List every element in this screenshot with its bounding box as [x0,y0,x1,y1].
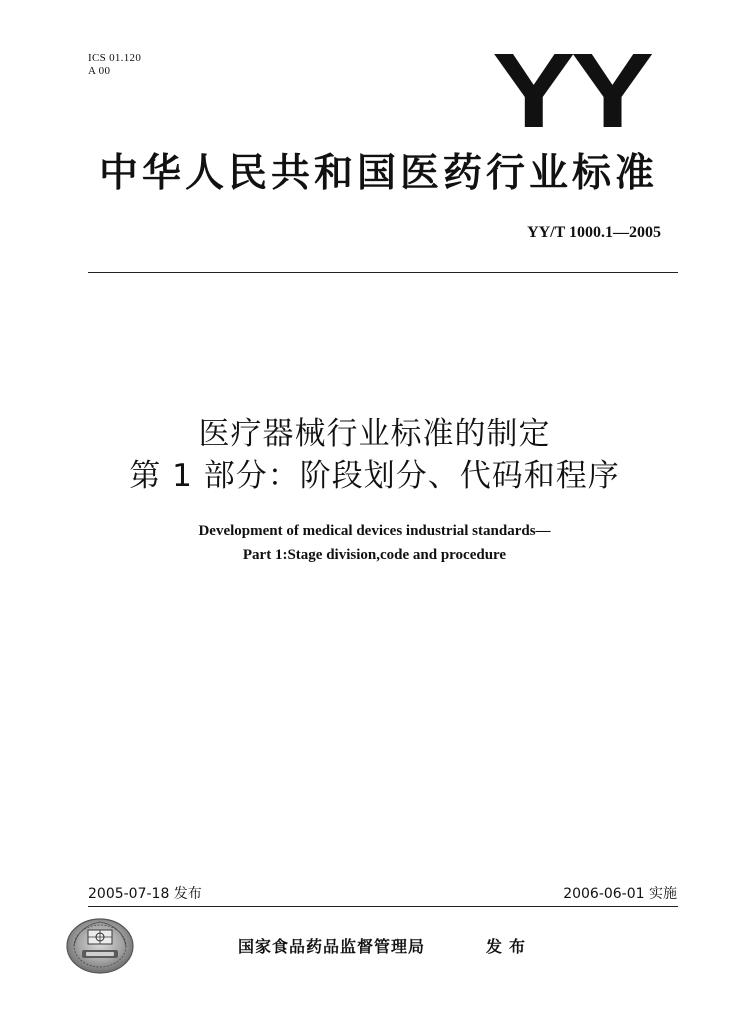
issue-date: 2005-07-18 发布 [88,886,202,902]
chinese-title-line2: 第 1 部分：阶段划分、代码和程序 [129,458,620,494]
ics-code: ICS 01.120 [88,52,142,64]
official-seal-icon [64,916,136,976]
bottom-divider [88,906,678,907]
chinese-title-line1: 医疗器械行业标准的制定 [198,416,551,452]
issuing-authority: 国家食品药品监督管理局 [238,937,426,956]
ccs-code: A 00 [88,65,111,77]
standard-category-title: 中华人民共和国医药行业标准 [98,151,658,196]
english-title-line1: Development of medical devices industrial standards— [198,523,551,539]
top-divider [88,272,678,273]
standard-number: YY/T 1000.1—2005 [527,224,661,241]
classification-codes [88,52,141,78]
english-title-line2: Part 1:Stage division,code and procedure [242,547,507,563]
yy-logo: YY [492,32,650,150]
implementation-date: 2006-06-01 实施 [563,886,677,902]
issuer-action: 发布 [486,937,533,956]
